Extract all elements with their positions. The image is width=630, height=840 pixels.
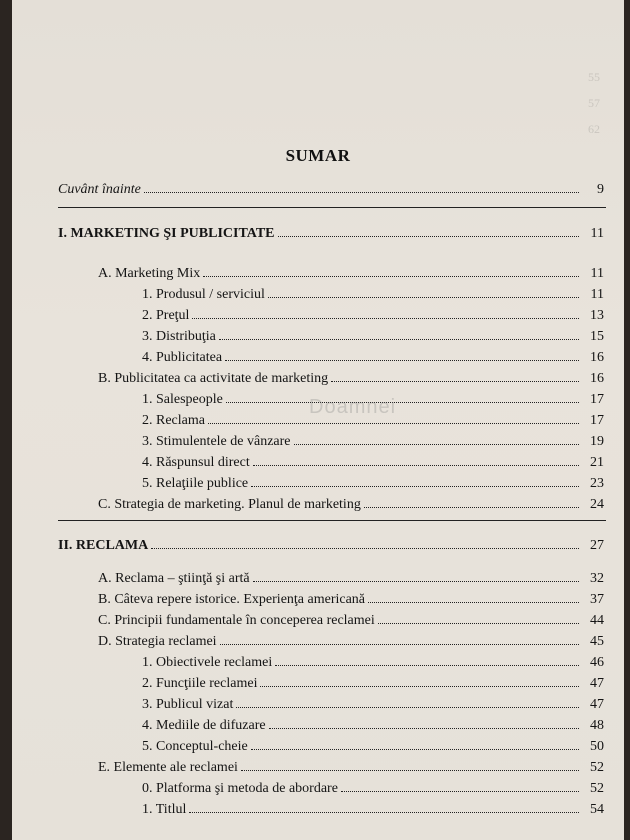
toc-entry: 3. Publicul vizat 47: [142, 697, 604, 712]
toc-entry: 4. Răspunsul direct 21: [142, 455, 604, 470]
toc-entry: 1. Obiectivele reclamei 46: [142, 655, 604, 670]
toc-entry: II. RECLAMA 27: [58, 538, 604, 553]
book-page: [12, 0, 624, 840]
toc-entry: Cuvânt înainte 9: [58, 182, 604, 197]
toc-entry: 2. Funcţiile reclamei 47: [142, 676, 604, 691]
toc-entry: B. Publicitatea ca activitate de marketing 16: [98, 371, 604, 386]
watermark: Doamnei: [309, 396, 397, 418]
toc-entry: D. Strategia reclamei 45: [98, 634, 604, 649]
toc-entry: B. Câteva repere istorice. Experienţa americană 37: [98, 592, 604, 607]
toc-entry: C. Strategia de marketing. Planul de marketing 24: [98, 497, 604, 512]
toc-entry: 2. Reclama 17: [142, 413, 604, 428]
bleed-through-text: 55: [588, 70, 600, 84]
toc-entry: 5. Conceptul-cheie 50: [142, 739, 604, 754]
toc-entry: 4. Publicitatea 16: [142, 350, 604, 365]
toc-entry: C. Principii fundamentale în conceperea reclamei 44: [98, 613, 604, 628]
toc-entry: A. Reclama – ştiinţă şi artă 32: [98, 571, 604, 586]
bleed-through-text: 57: [588, 96, 600, 110]
divider: [58, 207, 606, 208]
toc-entry: 3. Distribuţia 15: [142, 329, 604, 344]
toc-entry: 3. Stimulentele de vânzare 19: [142, 434, 604, 449]
toc-entry: 1. Produsul / serviciul 11: [142, 287, 604, 302]
bleed-through-text: 62: [588, 122, 600, 136]
toc-entry: 1. Salespeople 17: [142, 392, 604, 407]
toc-entry: 1. Titlul 54: [142, 802, 604, 817]
toc-entry: E. Elemente ale reclamei 52: [98, 760, 604, 775]
toc-entry: I. MARKETING ŞI PUBLICITATE 11: [58, 226, 604, 241]
toc-entry: 5. Relaţiile publice 23: [142, 476, 604, 491]
toc-entry: A. Marketing Mix 11: [98, 266, 604, 281]
toc-entry: 0. Platforma şi metoda de abordare 52: [142, 781, 604, 796]
divider: [58, 520, 606, 521]
toc-entry: 2. Preţul 13: [142, 308, 604, 323]
toc-entry: 4. Mediile de difuzare 48: [142, 718, 604, 733]
page-title: SUMAR: [285, 146, 351, 165]
